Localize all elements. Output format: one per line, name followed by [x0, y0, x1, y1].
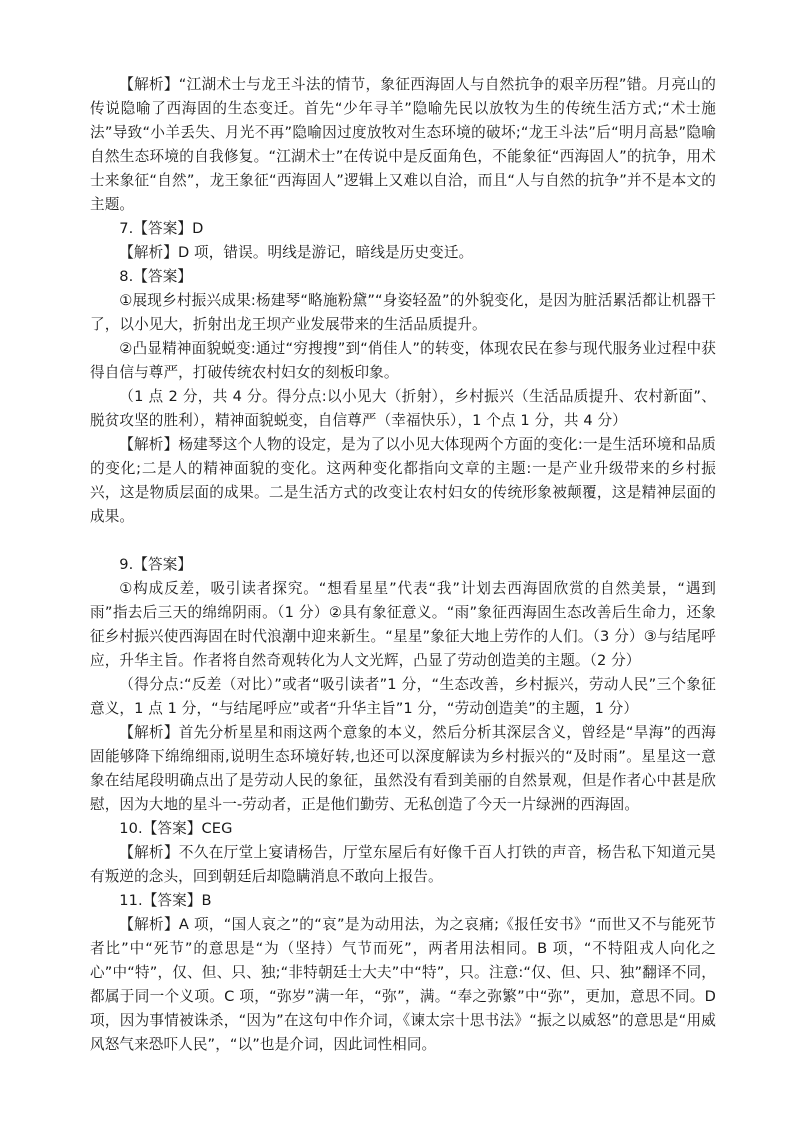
q8-point-1: ①展现乡村振兴成果:杨建琴“略施粉黛”“身姿轻盈”的外貌变化，是因为脏活累活都让机器干了，以小见大，折射出龙王坝产业发展带来的生活品质提升。 — [90, 292, 716, 333]
q7-analysis: 【解析】D 项，错误。明线是游记，暗线是历史变迁。 — [119, 244, 474, 261]
q10-translation: 【解析】不久在厅堂上宴请杨告，厅堂东屋后有好像千百人打铁的声音，杨告私下知道元昊有叛逆的念头，回到朝廷后却隐瞒消息不敢向上报告。 — [90, 844, 716, 885]
q8-analysis: 【解析】杨建琴这个人物的设定，是为了以小见大体现两个方面的变化:一是生活环境和品质的变化;二是人的精神面貌的变化。这两种变化都指向文章的主题:一是产业升级带来的乡村振兴，这是物质层面的成果。二是生活方式的改变让农村妇女的传统形象被颠覆，这是精神层面的成果。 — [90, 436, 716, 525]
q11-answer: 11.【答案】B — [119, 892, 212, 909]
q8-answer: 8.【答案】 — [119, 268, 193, 285]
paragraph-gap — [90, 529, 716, 553]
q10-answer: 10.【答案】CEG — [119, 820, 233, 837]
q11-analysis: 【解析】A 项，“国人哀之”的“哀”是为动用法，为之哀痛;《报任安书》“而世又不与能死节者比”中“死节”的意思是“为（坚持）气节而死”，两者用法相同。B 项，“不特阻戎人向化之心”中“特”，仅、但、只、独;“非特朝廷士大夫”中“特”，只。注意:“仅、但、只、独”翻译不同，都属于同一个义项。C 项，“弥岁”满一年，“弥”，满。“奉之弥繁”中“弥”，更加，意思不同。D 项，因为事情被诛杀，“因为”在这句中作介词，《谏太宗十思书法》“振之以威怒”的意思是“用威风怒气来恐吓人民”，“以”也是介词，因此词性相同。 — [90, 916, 716, 1053]
q6-analysis: 【解析】“江湖术士与龙王斗法的情节，象征西海固人与自然抗争的艰辛历程”错。月亮山的传说隐喻了西海固的生态变迁。首先“少年寻羊”隐喻先民以放牧为生的传统生活方式;“术士施法”导致“小羊丢失、月光不再”隐喻因过度放牧对生态环境的破坏;“龙王斗法”后“明月高悬”隐喻自然生态环境的自我修复。“江湖术士”在传说中是反面角色，不能象征“西海固人”的抗争，用术士来象征“自然”，龙王象征“西海固人”逻辑上又难以自洽，而且“人与自然的抗争”并不是本文的主题。 — [90, 76, 716, 213]
q9-analysis: 【解析】首先分析星星和雨这两个意象的本义，然后分析其深层含义，曾经是“旱海”的西海固能够降下绵绵细雨,说明生态环境好转,也还可以深度解读为乡村振兴的“及时雨”。星星这一意象在结尾段明确点出了是劳动人民的象征，虽然没有看到美丽的自然景观，但是作者心中甚是欣慰，因为大地的星斗一-劳动者，正是他们勤劳、无私创造了今天一片绿洲的西海固。 — [90, 724, 716, 813]
q9-scoring: （得分点:“反差（对比）”或者“吸引读者”1 分，“生态改善，乡村振兴，劳动人民”三个象征意义，1 点 1 分，“与结尾呼应”或者“升华主旨”1 分，“劳动创造美”的主题，1 分） — [90, 676, 716, 717]
q7-answer: 7.【答案】D — [119, 220, 204, 237]
q8-scoring: （1 点 2 分，共 4 分。得分点:以小见大（折射），乡村振兴（生活品质提升、农村新面”、脱贫攻坚的胜利），精神面貌蜕变，自信尊严（幸福快乐），1 个点 1 分，共 4 分） — [90, 388, 716, 429]
q9-point-1: ①构成反差，吸引读者探究。“想看星星”代表“我”计划去西海固欣赏的自然美景，“遇到雨”指去后三天的绵绵阴雨。（1 分）②具有象征意义。“雨”象征西海固生态改善后生命力，还象征乡村振兴使西海固在时代浪潮中迎来新生。“星星”象征大地上劳作的人们。（3 分）③与结尾呼应，升华主旨。作者将自然奇观转化为人文光辉，凸显了劳动创造美的主题。（2 分） — [90, 580, 716, 669]
q8-point-2: ②凸显精神面貌蜕变:通过“穷搜搜”到“俏佳人”的转变，体现农民在参与现代服务业过程中获得自信与尊严，打破传统农村妇女的刻板印象。 — [90, 340, 716, 381]
q9-answer: 9.【答案】 — [119, 556, 193, 573]
